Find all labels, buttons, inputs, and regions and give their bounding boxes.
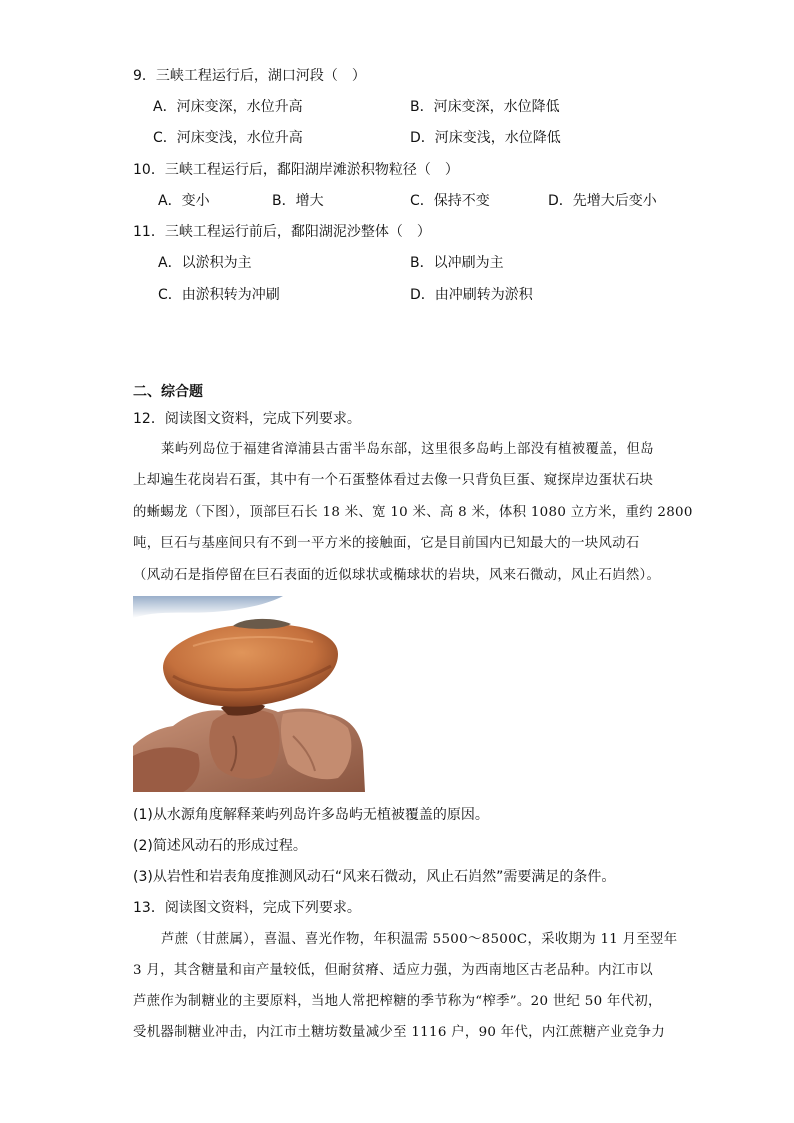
question-11-stem: 11．三峡工程运行前后，鄱阳湖泥沙整体（ ） (133, 224, 431, 240)
q13-passage-line: 芦蔗（甘蔗属），喜温、喜光作物，年积温需 5500～8500C，采收期为 11 月至翌年 (161, 932, 678, 947)
q13-passage-line: 受机器制糖业冲击，内江市土糖坊数量减少至 1116 户，90 年代，内江蔗糖产业竞争力 (133, 1025, 666, 1040)
q9-option-a: A．河床变深，水位升高 (153, 99, 303, 115)
q12-subquestion-3: (3)从岩性和岩表角度推测风动石“风来石微动，风止石岿然”需要满足的条件。 (133, 869, 616, 885)
question-9-stem: 9．三峡工程运行后，湖口河段（ ） (133, 68, 366, 84)
q13-passage-line: 芦蔗作为制糖业的主要原料，当地人常把榨糖的季节称为“榨季”。20 世纪 50 年代初， (133, 994, 662, 1009)
q12-passage-line: （风动石是指停留在巨石表面的近似球状或椭球状的岩块，风来石微动，风止石岿然）。 (133, 568, 661, 583)
q9-option-d: D．河床变浅，水位降低 (410, 130, 561, 146)
q12-subquestion-2: (2)简述风动石的形成过程。 (133, 838, 307, 854)
question-12-stem: 12．阅读图文资料，完成下列要求。 (133, 411, 361, 427)
q11-option-a: A．以淤积为主 (158, 255, 252, 271)
q12-passage-line: 莱屿列岛位于福建省漳浦县古雷半岛东部，这里很多岛屿上部没有植被覆盖，但岛 (161, 442, 654, 457)
q12-passage-line: 的蜥蜴龙（下图），顶部巨石长 18 米、宽 10 米、高 8 米，体积 1080 立方米，重约 2800 (133, 505, 693, 520)
q10-option-d: D．先增大后变小 (548, 193, 657, 209)
q12-passage-line: 上却遍生花岗岩石蛋，其中有一个石蛋整体看过去像一只背负巨蛋、窥探岸边蛋状石块 (133, 473, 654, 488)
q11-option-c: C．由淤积转为冲刷 (158, 287, 280, 303)
q9-option-c: C．河床变浅，水位升高 (153, 130, 303, 146)
question-13-stem: 13．阅读图文资料，完成下列要求。 (133, 900, 361, 916)
q11-option-d: D．由冲刷转为淤积 (410, 287, 533, 303)
question-10-stem: 10．三峡工程运行后，鄱阳湖岸滩淤积物粒径（ ） (133, 162, 459, 178)
q12-passage-line: 吨，巨石与基座间只有不到一平方米的接触面，它是目前国内已知最大的一块风动石 (133, 536, 640, 551)
q13-passage-line: 3 月，其含糖量和亩产量较低，但耐贫瘠、适应力强，为西南地区古老品种。内江市以 (133, 963, 653, 978)
q11-option-b: B．以冲刷为主 (410, 255, 504, 271)
balancing-rock-photo (133, 596, 365, 792)
q12-subquestion-1: (1)从水源角度解释莱屿列岛许多岛屿无植被覆盖的原因。 (133, 807, 489, 823)
q9-option-b: B．河床变深，水位降低 (410, 99, 560, 115)
q10-option-a: A．变小 (158, 193, 210, 209)
q10-option-b: B．增大 (272, 193, 324, 209)
q10-option-c: C．保持不变 (410, 193, 490, 209)
section-heading: 二、综合题 (133, 384, 203, 400)
